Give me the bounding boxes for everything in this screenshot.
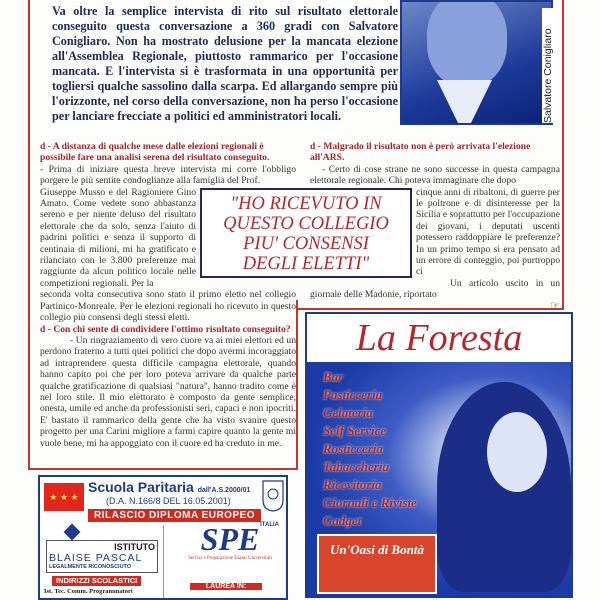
spe-italia: ITALIA	[260, 522, 279, 528]
ad-service: Bar	[323, 369, 344, 384]
question-1: d - A distanza di qualche mese dalle elezioni regionali è possibile fare una analisi serena del risultato conseguito.	[40, 141, 270, 164]
ad-inset: Un'Oasi di Bontà	[317, 534, 437, 594]
ad-service: Tabaccheria	[323, 459, 389, 474]
pull-quote-line: "HO RICEVUTO IN	[230, 194, 382, 214]
crest-icon	[262, 480, 284, 512]
answer-3-end: Un articolo uscito in un giornale delle Madonie, riportato	[310, 277, 560, 301]
ad-scuola-paritaria	[38, 475, 288, 600]
ad-service: Pasticceria	[323, 387, 383, 402]
laurea-banner: LAUREA IN:	[190, 583, 262, 590]
istituto-recognized: LEGALMENTE RICONOSCIUTO	[49, 564, 132, 570]
blaise-pascal-logo	[46, 524, 158, 573]
ad-title-text: Scuola Paritaria	[88, 479, 194, 495]
istituto-name: BLAISE PASCAL	[49, 552, 143, 564]
ad-services-list	[323, 368, 417, 530]
ad-title: La Foresta	[355, 317, 523, 359]
eu-flag-icon: ★ ★ ★	[44, 483, 84, 511]
photo-caption: Salvatore Conigliaro	[542, 8, 556, 123]
ad-banner: RILASCIO DIPLOMA EUROPEO	[88, 509, 261, 522]
pull-quote	[200, 188, 412, 278]
spe-logo-text: SPE	[200, 521, 260, 557]
pull-quote-line: QUESTO COLLEGIO	[223, 214, 389, 234]
ad-service: Ricevitoria	[323, 477, 382, 492]
answer-3-wrap: cinque anni di ribaltoni, di guerre per le poltrone e di disinteresse per la Sicilia e soprattutto per l'occupazione dei giovani, i deputati uscenti potessero raddoppiare le preferenze? In un primo tempo si era pensato ad un errore di conteggio, poi purtroppo ci	[416, 186, 560, 278]
ad-service: Gelateria	[323, 405, 373, 420]
ad-service: Rosticceria	[323, 441, 383, 456]
course-line: Ist. Tec. Comm. Programmatori	[44, 588, 133, 595]
diamond-logo-icon	[64, 524, 81, 541]
ad-service: Giornali e Riviste	[323, 495, 417, 510]
ad-title	[88, 479, 250, 495]
answer-1-top: - Prima di iniziare questa breve intervista mi corre l'obbligo porgere le più sentite condoglianze alla famiglia del Prof.	[40, 163, 296, 187]
question-3: d - Malgrado il risultato non è però arrivata l'elezione all'ARS.	[310, 141, 531, 164]
answer-1-bottom: seconda volta consecutiva sono stato il primo eletto nel collegio Partinico-Monreale. Per le elezioni regionali ho ricevuto in questo collegio più consensi degli stessi eletti.	[40, 289, 296, 324]
pull-quote-line: PIU' CONSENSI	[243, 234, 369, 254]
spe-logo	[175, 522, 285, 561]
ad-decree: (D.A. N.166/8 DEL 16.05.2001)	[106, 496, 231, 506]
answer-2: - Un ringraziamento di vero cuore va ai miei elettori ed un perdono fraterno a tutti quei politici che dopo avermi incoraggiato ad intraprendere questa difficile campagna elettorale, quando hanno capito poi che per loro poteva arrivare da qualche parte qualche gratificazione di qualsiasi "natura", hanno tradito come è nel loro stile. Il mio elettorato è composto da gente semplice, onesta, umile ed anche da professionisti seri, capaci e non ipocriti. E' bastato il rammarico della gente che ha visto svanire questo progetto per una Carini migliore a farmi capire quanto la gente mi vuole bene, mi ha appoggiato con il cuore ed ha creduto in me.	[40, 334, 296, 449]
article-intro: Va oltre la semplice intervista di rito sul risultato elettorale conseguito questa conversazione a 360 gradi con Salvatore Conigliaro. Non ha mostrato delusione per la mancata elezione all'Assemblea Regionale, piuttosto rammarico per l'occasione mancata. E l'intervista si è trasformata in una opportunità per togliersi qualche sassolino dalla scarpa. Ed allargando sempre più l'orizzonte, nel corso della conversazione, non ha perso l'occasione per lanciare frecciate a politici ed amministratori locali.	[52, 4, 398, 123]
ad-service: Self Service	[323, 423, 387, 438]
pointing-hand-icon: ☞	[550, 299, 560, 312]
portrait-photo	[400, 0, 553, 125]
istituto-label: ISTITUTO	[114, 542, 155, 552]
spe-subtitle: Servizi e Preparazione Esami Universitari	[188, 556, 272, 561]
divider	[163, 525, 164, 600]
pull-quote-line: DEGLI ELETTI"	[242, 254, 370, 274]
question-2: d - Con chi sente di condividere l'ottimo risultato conseguito?	[40, 323, 291, 335]
ad-service: Gadget	[323, 513, 362, 528]
indirizzi-banner: INDIRIZZI SCOLASTICI	[52, 576, 141, 586]
ad-la-foresta	[305, 312, 573, 598]
answer-3-top: - Certo di cose strane ne sono successe in questa campagna elettorale regionale. Chi poteva immaginare che dopo	[310, 163, 560, 187]
ad-year: dall'A.S.2000/01	[197, 487, 251, 494]
answer-1-wrap: Giuseppe Musso e del Ragioniere Gino Amato. Come vedete sono abbastanza sereno e per niente deluso del risultato elettorale che da solo, senza l'aiuto di padrini politici e senza il supporto di centinaia di milioni, mi ha gratificato e rilanciato con le 3.800 preferenze mai raggiunte da alcun politico locale nelle competizioni regionali. Per la	[40, 186, 196, 289]
